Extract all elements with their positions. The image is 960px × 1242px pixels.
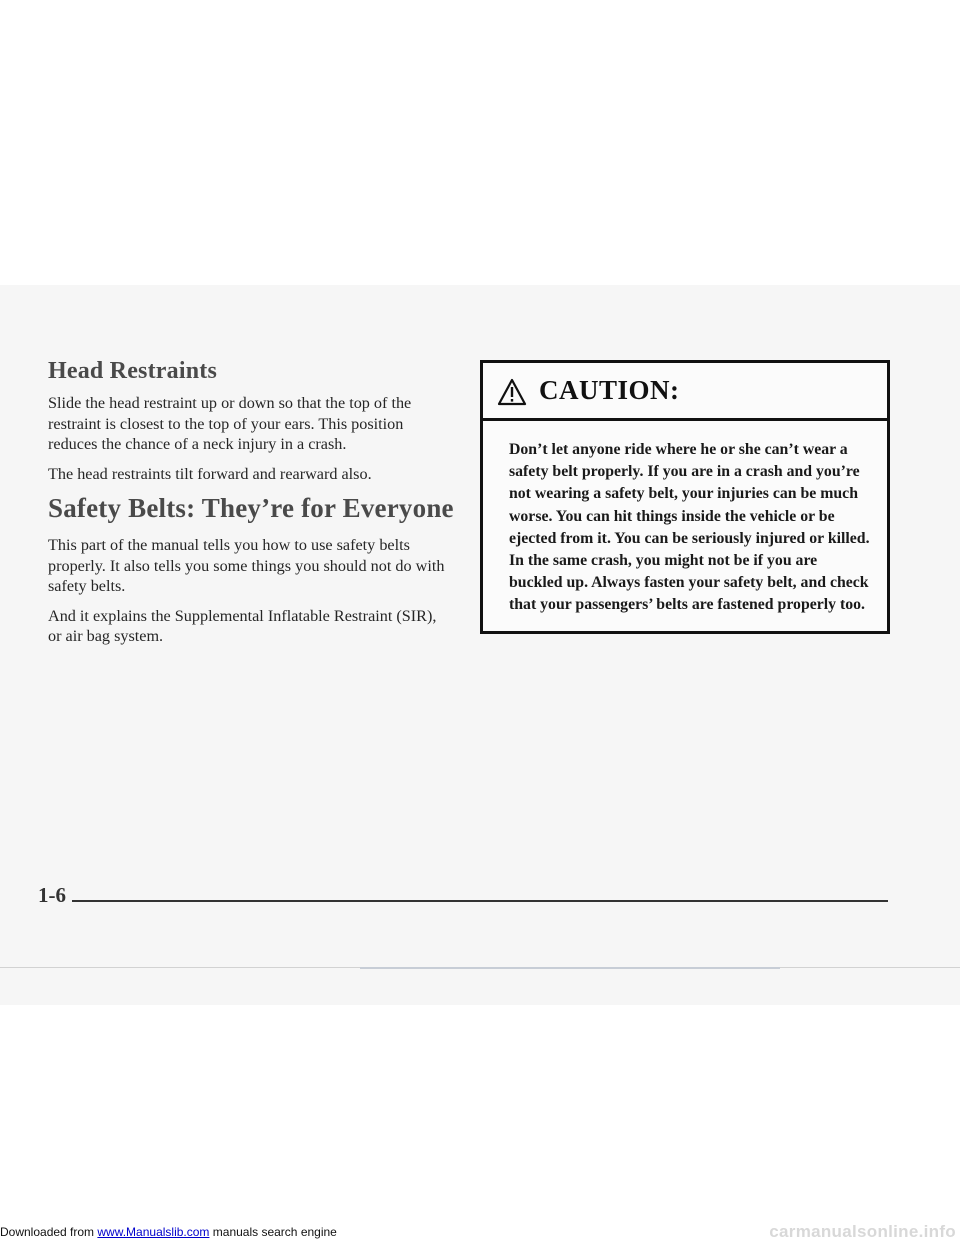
- caution-header: [483, 363, 887, 421]
- download-prefix: Downloaded from: [0, 1225, 98, 1239]
- download-notice: [0, 1224, 337, 1240]
- warning-triangle-icon: [497, 378, 527, 406]
- download-suffix: manuals search engine: [209, 1225, 337, 1239]
- caution-text: Don’t let anyone ride where he or she can’t wear a safety belt properly. If you are in a crash and you’re not wearing a safety belt, your injuries can be much worse. You can hit things inside the vehicle or be ejected from it. You can be seriously injured or killed. In the same crash, you might not be if you are buckled up. Always fasten your safety belt, and check that your passengers’ belts are fastened properly too.: [509, 441, 870, 614]
- caution-title: CAUTION:: [539, 375, 680, 405]
- manualslib-link[interactable]: www.Manualslib.com: [97, 1225, 210, 1239]
- head-restraints-paragraph-2: The head restraints tilt forward and rearward also.: [48, 464, 372, 483]
- safety-belts-paragraph-2: And it explains the Supplemental Inflatable Restraint (SIR), or air bag system.: [48, 606, 437, 645]
- safety-belts-heading: Safety Belts: They’re for Everyone: [48, 493, 454, 523]
- head-restraints-heading: Head Restraints: [48, 358, 217, 384]
- safety-belts-paragraph-1: This part of the manual tells you how to use safety belts properly. It also tells you some things you should not do with safety belts.: [48, 536, 445, 595]
- head-restraints-paragraph-1: Slide the head restraint up or down so that the top of the restraint is closest to the top of your ears. This position reduces the chance of a neck injury in a crash.: [48, 394, 412, 453]
- caution-box: [480, 360, 890, 634]
- page-number: 1-6: [38, 883, 66, 907]
- page-edge-shadow: [360, 967, 780, 969]
- left-column: [48, 357, 454, 656]
- watermark: carmanualsonline.info: [769, 1222, 956, 1241]
- footer-rule: [72, 900, 888, 902]
